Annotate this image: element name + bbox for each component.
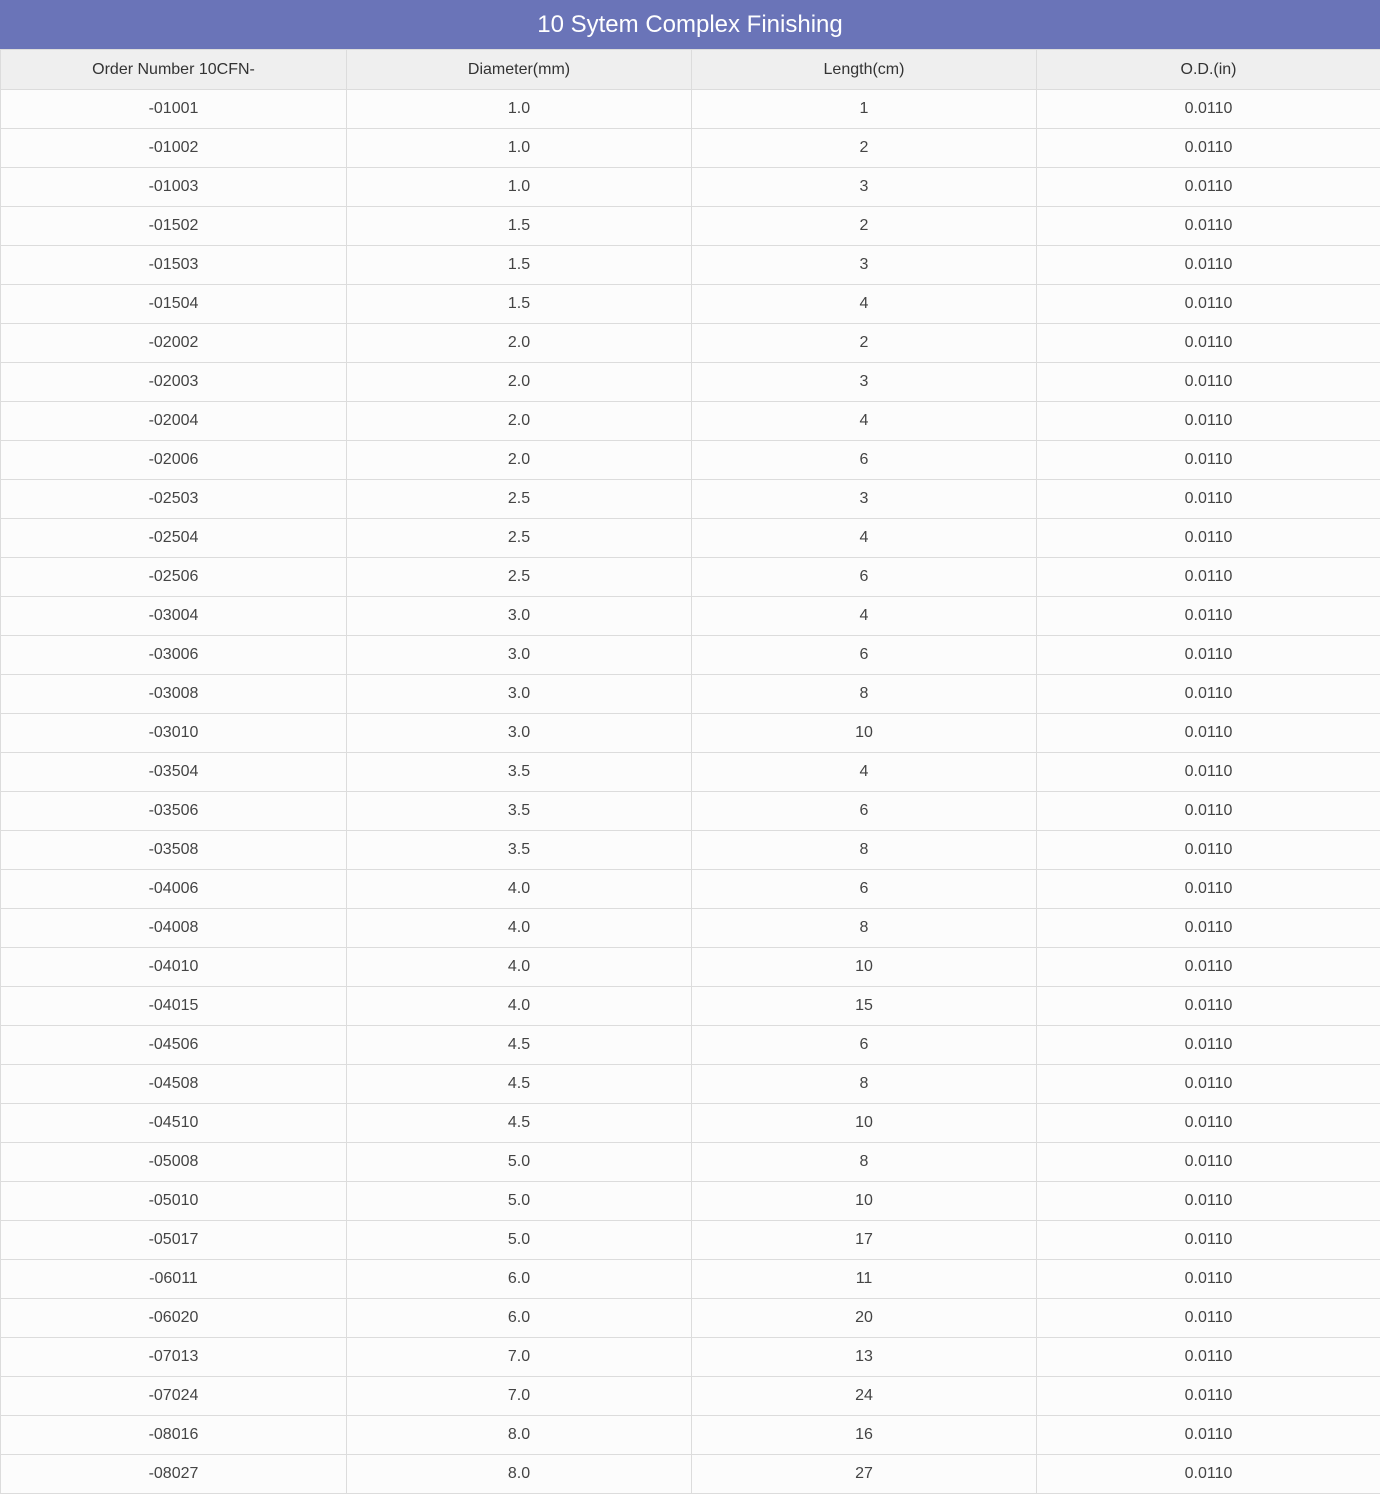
order-number-cell: -03006 [1,636,347,675]
table-row [1,1182,1380,1221]
table-row [1,441,1380,480]
order-number-cell: -04010 [1,948,347,987]
order-number-cell: -05017 [1,1221,347,1260]
diameter-cell: 4.0 [347,987,692,1026]
diameter-cell: 2.0 [347,324,692,363]
table-row [1,1299,1380,1338]
diameter-cell: 1.5 [347,207,692,246]
order-number-cell: -08027 [1,1455,347,1494]
diameter-cell: 5.0 [347,1182,692,1221]
table-row [1,324,1380,363]
table-row [1,870,1380,909]
table-row [1,207,1380,246]
order-number-cell: -07024 [1,1377,347,1416]
length-cell: 8 [692,1065,1037,1104]
od-cell: 0.0110 [1037,1377,1380,1416]
table-row [1,1377,1380,1416]
od-cell: 0.0110 [1037,1221,1380,1260]
od-cell: 0.0110 [1037,714,1380,753]
od-cell: 0.0110 [1037,1104,1380,1143]
order-number-cell: -03004 [1,597,347,636]
length-cell: 2 [692,129,1037,168]
table-row [1,792,1380,831]
diameter-cell: 7.0 [347,1377,692,1416]
diameter-cell: 5.0 [347,1221,692,1260]
od-cell: 0.0110 [1037,207,1380,246]
od-cell: 0.0110 [1037,792,1380,831]
order-number-cell: -04008 [1,909,347,948]
length-cell: 4 [692,285,1037,324]
column-header-diameter: Diameter(mm) [347,50,692,90]
od-cell: 0.0110 [1037,324,1380,363]
table-row [1,402,1380,441]
column-header-order-number: Order Number 10CFN- [1,50,347,90]
diameter-cell: 1.5 [347,285,692,324]
length-cell: 2 [692,207,1037,246]
od-cell: 0.0110 [1037,402,1380,441]
table-row [1,831,1380,870]
od-cell: 0.0110 [1037,1299,1380,1338]
od-cell: 0.0110 [1037,987,1380,1026]
od-cell: 0.0110 [1037,129,1380,168]
od-cell: 0.0110 [1037,246,1380,285]
diameter-cell: 4.5 [347,1065,692,1104]
diameter-cell: 3.0 [347,597,692,636]
order-number-cell: -08016 [1,1416,347,1455]
order-number-cell: -01503 [1,246,347,285]
order-number-cell: -04015 [1,987,347,1026]
table-row [1,909,1380,948]
diameter-cell: 8.0 [347,1416,692,1455]
length-cell: 4 [692,597,1037,636]
length-cell: 8 [692,831,1037,870]
diameter-cell: 2.0 [347,402,692,441]
od-cell: 0.0110 [1037,441,1380,480]
table-row [1,558,1380,597]
diameter-cell: 2.0 [347,363,692,402]
diameter-cell: 2.0 [347,441,692,480]
length-cell: 3 [692,168,1037,207]
od-cell: 0.0110 [1037,675,1380,714]
length-cell: 10 [692,948,1037,987]
order-number-cell: -04006 [1,870,347,909]
diameter-cell: 5.0 [347,1143,692,1182]
order-number-cell: -02002 [1,324,347,363]
length-cell: 11 [692,1260,1037,1299]
diameter-cell: 1.5 [347,246,692,285]
column-header-length: Length(cm) [692,50,1037,90]
od-cell: 0.0110 [1037,948,1380,987]
diameter-cell: 4.0 [347,870,692,909]
order-number-cell: -01002 [1,129,347,168]
length-cell: 3 [692,363,1037,402]
table-row [1,168,1380,207]
length-cell: 10 [692,1182,1037,1221]
order-number-cell: -02503 [1,480,347,519]
length-cell: 20 [692,1299,1037,1338]
od-cell: 0.0110 [1037,636,1380,675]
table-title: 10 Sytem Complex Finishing [0,0,1380,49]
column-header-od: O.D.(in) [1037,50,1380,90]
od-cell: 0.0110 [1037,363,1380,402]
order-number-cell: -03504 [1,753,347,792]
table-row [1,948,1380,987]
order-number-cell: -07013 [1,1338,347,1377]
od-cell: 0.0110 [1037,909,1380,948]
order-number-cell: -03010 [1,714,347,753]
order-number-cell: -05008 [1,1143,347,1182]
od-cell: 0.0110 [1037,480,1380,519]
od-cell: 0.0110 [1037,597,1380,636]
order-number-cell: -01001 [1,90,347,129]
order-number-cell: -01003 [1,168,347,207]
table-row [1,987,1380,1026]
diameter-cell: 4.5 [347,1104,692,1143]
length-cell: 6 [692,636,1037,675]
order-number-cell: -01504 [1,285,347,324]
diameter-cell: 3.5 [347,753,692,792]
length-cell: 3 [692,246,1037,285]
table-row [1,1260,1380,1299]
od-cell: 0.0110 [1037,1182,1380,1221]
length-cell: 8 [692,1143,1037,1182]
diameter-cell: 3.5 [347,792,692,831]
table-row [1,246,1380,285]
length-cell: 27 [692,1455,1037,1494]
table-row [1,714,1380,753]
diameter-cell: 3.0 [347,636,692,675]
table-row [1,1416,1380,1455]
length-cell: 6 [692,441,1037,480]
length-cell: 1 [692,90,1037,129]
diameter-cell: 7.0 [347,1338,692,1377]
length-cell: 24 [692,1377,1037,1416]
length-cell: 15 [692,987,1037,1026]
table-row [1,363,1380,402]
table-row [1,1221,1380,1260]
od-cell: 0.0110 [1037,558,1380,597]
length-cell: 4 [692,519,1037,558]
length-cell: 4 [692,402,1037,441]
order-number-cell: -06020 [1,1299,347,1338]
length-cell: 10 [692,714,1037,753]
diameter-cell: 2.5 [347,519,692,558]
od-cell: 0.0110 [1037,519,1380,558]
diameter-cell: 3.5 [347,831,692,870]
length-cell: 10 [692,1104,1037,1143]
table-row [1,519,1380,558]
order-number-cell: -03008 [1,675,347,714]
order-number-cell: -06011 [1,1260,347,1299]
order-number-cell: -02504 [1,519,347,558]
od-cell: 0.0110 [1037,1143,1380,1182]
od-cell: 0.0110 [1037,1065,1380,1104]
od-cell: 0.0110 [1037,1416,1380,1455]
table-row [1,1065,1380,1104]
table-body [1,90,1380,1494]
diameter-cell: 1.0 [347,129,692,168]
diameter-cell: 1.0 [347,90,692,129]
order-number-cell: -04510 [1,1104,347,1143]
order-number-cell: -02006 [1,441,347,480]
od-cell: 0.0110 [1037,168,1380,207]
table-row [1,1338,1380,1377]
table-row [1,129,1380,168]
diameter-cell: 6.0 [347,1260,692,1299]
spec-table [0,49,1380,1494]
diameter-cell: 4.0 [347,948,692,987]
od-cell: 0.0110 [1037,831,1380,870]
table-row [1,1026,1380,1065]
order-number-cell: -02004 [1,402,347,441]
od-cell: 0.0110 [1037,1338,1380,1377]
od-cell: 0.0110 [1037,90,1380,129]
diameter-cell: 8.0 [347,1455,692,1494]
order-number-cell: -05010 [1,1182,347,1221]
length-cell: 8 [692,909,1037,948]
length-cell: 6 [692,870,1037,909]
length-cell: 6 [692,1026,1037,1065]
table-row [1,1104,1380,1143]
od-cell: 0.0110 [1037,285,1380,324]
length-cell: 8 [692,675,1037,714]
table-row [1,1455,1380,1494]
length-cell: 4 [692,753,1037,792]
length-cell: 6 [692,792,1037,831]
od-cell: 0.0110 [1037,753,1380,792]
table-row [1,753,1380,792]
table-row [1,636,1380,675]
order-number-cell: -01502 [1,207,347,246]
table-row [1,480,1380,519]
diameter-cell: 6.0 [347,1299,692,1338]
header-row [1,50,1380,90]
table-row [1,675,1380,714]
length-cell: 2 [692,324,1037,363]
order-number-cell: -02003 [1,363,347,402]
length-cell: 3 [692,480,1037,519]
length-cell: 6 [692,558,1037,597]
od-cell: 0.0110 [1037,870,1380,909]
table-row [1,1143,1380,1182]
od-cell: 0.0110 [1037,1026,1380,1065]
table-row [1,90,1380,129]
diameter-cell: 2.5 [347,558,692,597]
diameter-cell: 2.5 [347,480,692,519]
diameter-cell: 3.0 [347,714,692,753]
diameter-cell: 3.0 [347,675,692,714]
length-cell: 17 [692,1221,1037,1260]
length-cell: 16 [692,1416,1037,1455]
order-number-cell: -04508 [1,1065,347,1104]
table-row [1,597,1380,636]
diameter-cell: 1.0 [347,168,692,207]
table-row [1,285,1380,324]
od-cell: 0.0110 [1037,1455,1380,1494]
od-cell: 0.0110 [1037,1260,1380,1299]
length-cell: 13 [692,1338,1037,1377]
diameter-cell: 4.5 [347,1026,692,1065]
order-number-cell: -04506 [1,1026,347,1065]
diameter-cell: 4.0 [347,909,692,948]
order-number-cell: -03506 [1,792,347,831]
order-number-cell: -02506 [1,558,347,597]
order-number-cell: -03508 [1,831,347,870]
